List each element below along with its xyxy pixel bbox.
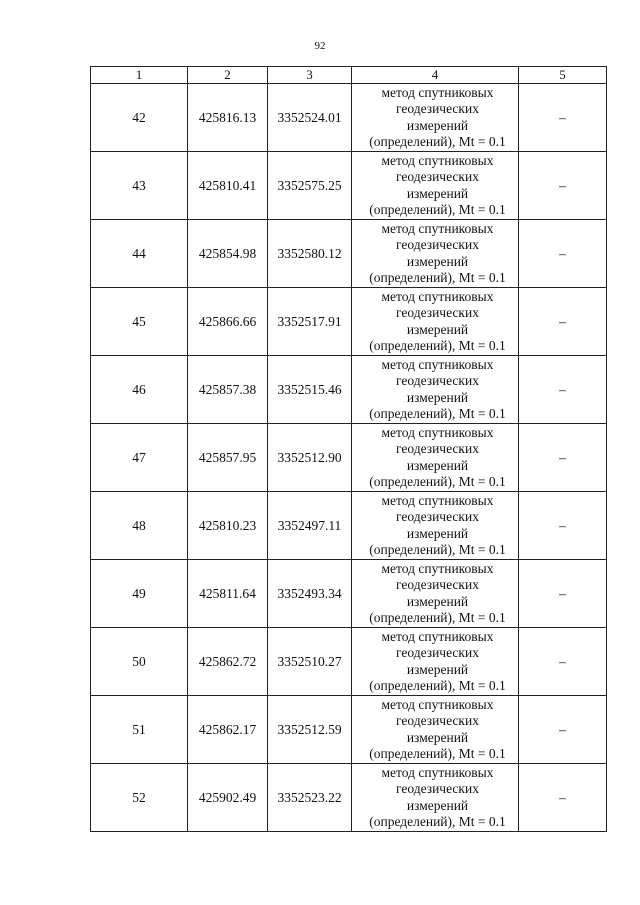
- description-cell: –: [519, 84, 607, 152]
- table-body: [91, 84, 607, 832]
- header-cell-2: 2: [188, 67, 268, 84]
- point-number-cell: 42: [91, 84, 188, 152]
- method-line: измерений: [406, 389, 469, 405]
- point-number-cell: 51: [91, 696, 188, 764]
- method-line: геодезических: [396, 781, 479, 796]
- description-cell: –: [519, 764, 607, 832]
- method-cell: [352, 764, 519, 832]
- method-cell: [352, 424, 519, 492]
- x-coordinate-cell: 425866.66: [188, 288, 268, 356]
- method-line: измерений: [406, 457, 469, 473]
- y-coordinate-cell: 3352512.59: [268, 696, 352, 764]
- point-number-cell: 48: [91, 492, 188, 560]
- method-line: геодезических: [396, 509, 479, 524]
- method-line: (определений), Mt = 0.1: [369, 406, 506, 421]
- description-cell: –: [519, 220, 607, 288]
- method-line: измерений: [406, 661, 469, 677]
- point-number-cell: 49: [91, 560, 188, 628]
- point-number-cell: 46: [91, 356, 188, 424]
- method-line: метод спутниковых: [381, 628, 494, 644]
- method-line: геодезических: [396, 577, 479, 592]
- x-coordinate-cell: 425857.95: [188, 424, 268, 492]
- point-number-cell: 47: [91, 424, 188, 492]
- method-line: (определений), Mt = 0.1: [369, 746, 506, 761]
- y-coordinate-cell: 3352523.22: [268, 764, 352, 832]
- y-coordinate-cell: 3352524.01: [268, 84, 352, 152]
- method-line: (определений), Mt = 0.1: [369, 678, 506, 693]
- method-cell: [352, 696, 519, 764]
- coordinates-table: [90, 66, 607, 832]
- method-line: геодезических: [396, 713, 479, 728]
- method-line: (определений), Mt = 0.1: [369, 338, 506, 353]
- table-row: [91, 152, 607, 220]
- header-cell-4: 4: [352, 67, 519, 84]
- method-line: (определений), Mt = 0.1: [369, 270, 506, 285]
- method-line: измерений: [406, 525, 469, 541]
- point-number-cell: 50: [91, 628, 188, 696]
- method-line: геодезических: [396, 645, 479, 660]
- description-cell: –: [519, 152, 607, 220]
- header-cell-3: 3: [268, 67, 352, 84]
- method-line: метод спутниковых: [381, 764, 494, 780]
- method-line: измерений: [406, 117, 469, 133]
- table-row: [91, 220, 607, 288]
- description-cell: –: [519, 492, 607, 560]
- x-coordinate-cell: 425810.41: [188, 152, 268, 220]
- method-cell: [352, 492, 519, 560]
- description-cell: –: [519, 356, 607, 424]
- method-cell: [352, 288, 519, 356]
- method-line: (определений), Mt = 0.1: [369, 542, 506, 557]
- x-coordinate-cell: 425857.38: [188, 356, 268, 424]
- y-coordinate-cell: 3352510.27: [268, 628, 352, 696]
- method-line: измерений: [406, 797, 469, 813]
- method-cell: [352, 628, 519, 696]
- table-row: [91, 84, 607, 152]
- table-row: [91, 492, 607, 560]
- x-coordinate-cell: 425862.72: [188, 628, 268, 696]
- point-number-cell: 43: [91, 152, 188, 220]
- table-row: [91, 696, 607, 764]
- description-cell: –: [519, 628, 607, 696]
- method-line: метод спутниковых: [381, 492, 494, 508]
- x-coordinate-cell: 425862.17: [188, 696, 268, 764]
- table-row: [91, 560, 607, 628]
- table-row: [91, 764, 607, 832]
- method-line: метод спутниковых: [381, 152, 494, 168]
- method-line: измерений: [406, 185, 469, 201]
- page-number: 92: [314, 40, 326, 52]
- header-cell-5: 5: [519, 67, 607, 84]
- method-line: измерений: [406, 729, 469, 745]
- method-line: метод спутниковых: [381, 696, 494, 712]
- x-coordinate-cell: 425854.98: [188, 220, 268, 288]
- table-row: [91, 356, 607, 424]
- method-line: (определений), Mt = 0.1: [369, 134, 506, 149]
- table-row: [91, 628, 607, 696]
- description-cell: –: [519, 696, 607, 764]
- x-coordinate-cell: 425902.49: [188, 764, 268, 832]
- point-number-cell: 44: [91, 220, 188, 288]
- y-coordinate-cell: 3352517.91: [268, 288, 352, 356]
- header-cell-1: 1: [91, 67, 188, 84]
- table-row: [91, 424, 607, 492]
- y-coordinate-cell: 3352493.34: [268, 560, 352, 628]
- x-coordinate-cell: 425810.23: [188, 492, 268, 560]
- y-coordinate-cell: 3352515.46: [268, 356, 352, 424]
- point-number-cell: 45: [91, 288, 188, 356]
- method-line: метод спутниковых: [381, 356, 494, 372]
- x-coordinate-cell: 425816.13: [188, 84, 268, 152]
- method-line: метод спутниковых: [381, 220, 494, 236]
- method-line: (определений), Mt = 0.1: [369, 610, 506, 625]
- method-line: измерений: [406, 253, 469, 269]
- y-coordinate-cell: 3352575.25: [268, 152, 352, 220]
- method-cell: [352, 560, 519, 628]
- method-line: геодезических: [396, 373, 479, 388]
- method-line: метод спутниковых: [381, 84, 494, 100]
- y-coordinate-cell: 3352512.90: [268, 424, 352, 492]
- method-line: (определений), Mt = 0.1: [369, 474, 506, 489]
- method-line: измерений: [406, 593, 469, 609]
- method-line: геодезических: [396, 305, 479, 320]
- description-cell: –: [519, 288, 607, 356]
- method-cell: [352, 220, 519, 288]
- y-coordinate-cell: 3352580.12: [268, 220, 352, 288]
- method-line: метод спутниковых: [381, 424, 494, 440]
- description-cell: –: [519, 424, 607, 492]
- method-line: геодезических: [396, 101, 479, 116]
- method-line: (определений), Mt = 0.1: [369, 202, 506, 217]
- method-cell: [352, 356, 519, 424]
- table-row: [91, 288, 607, 356]
- method-cell: [352, 84, 519, 152]
- x-coordinate-cell: 425811.64: [188, 560, 268, 628]
- method-line: (определений), Mt = 0.1: [369, 814, 506, 829]
- y-coordinate-cell: 3352497.11: [268, 492, 352, 560]
- description-cell: –: [519, 560, 607, 628]
- point-number-cell: 52: [91, 764, 188, 832]
- method-line: геодезических: [396, 169, 479, 184]
- table-header-row: [91, 67, 607, 84]
- method-line: геодезических: [396, 237, 479, 252]
- method-line: геодезических: [396, 441, 479, 456]
- method-line: измерений: [406, 321, 469, 337]
- method-line: метод спутниковых: [381, 560, 494, 576]
- method-line: метод спутниковых: [381, 288, 494, 304]
- method-cell: [352, 152, 519, 220]
